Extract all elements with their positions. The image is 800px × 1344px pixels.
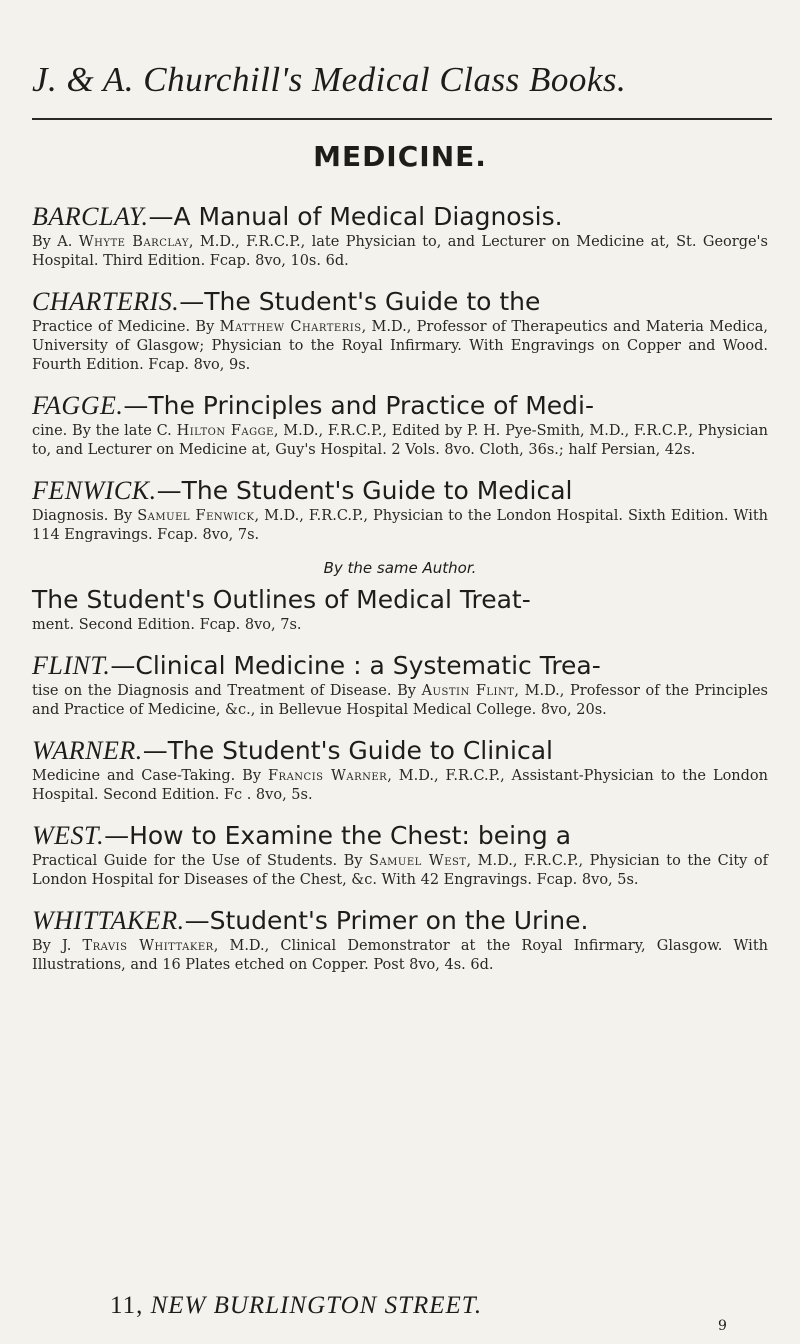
entry-title: —The Student's Guide to Medical <box>156 476 573 505</box>
entry-title-line <box>32 649 768 682</box>
entry-text: , M.D., F.R.C.P., Edited by P. H. Pye-Smith, M.D., F.R.C.P., Physician to, and Lecturer on Medicine at, Guy's Hospital. 2 Vols. 8vo. Cloth, 36s.; half Persian, 42s. <box>32 423 768 458</box>
entry-text: Medicine and Case-Taking. By <box>32 768 268 784</box>
publisher-address <box>110 1292 750 1320</box>
entry-text: tise on the Diagnosis and Treatment of Disease. By <box>32 683 422 699</box>
entry-author: BARCLAY. <box>32 202 149 231</box>
book-entry <box>32 474 768 545</box>
entry-text: ment. Second Edition. Fcap. 8vo, 7s. <box>32 617 302 633</box>
entry-description <box>32 937 768 975</box>
entry-description <box>32 507 768 545</box>
entry-text: , M.D., F.R.C.P., Physician to the London Hospital. Sixth Edition. With 114 Engravings. Fcap. 8vo, 7s. <box>32 508 768 543</box>
entry-title-line <box>32 819 768 852</box>
book-entry <box>32 904 768 975</box>
entry-author: WEST. <box>32 821 105 850</box>
entry-author-name: Samuel West <box>369 853 467 869</box>
entry-title: —Student's Primer on the Urine. <box>184 906 589 935</box>
entry-text: cine. By the late C. <box>32 423 177 439</box>
entry-description <box>32 682 768 720</box>
entry-author: WHITTAKER. <box>32 906 185 935</box>
entry-author-name: Samuel Fenwick <box>137 508 255 524</box>
entry-description <box>32 233 768 271</box>
book-entry <box>32 285 768 375</box>
entry-author-name: Hilton Fagge <box>176 423 274 439</box>
book-entry <box>32 200 768 271</box>
section-title: MEDICINE. <box>313 140 487 173</box>
entry-author: FENWICK. <box>32 476 157 505</box>
entry-description <box>32 422 768 460</box>
entry-title-line <box>32 285 768 318</box>
entry-text: By J. <box>32 938 83 954</box>
entry-author-name: Whyte Barclay <box>78 234 189 250</box>
entry-text: , M.D., Clinical Demonstrator at the Royal Infirmary, Glasgow. With Illustrations, and 16 Plates etched on Copper. Post 8vo, 4s. 6d. <box>32 938 768 973</box>
street-name: NEW BURLINGTON STREET. <box>150 1292 483 1319</box>
entry-title: —The Student's Guide to the <box>179 287 541 316</box>
entry-author: WARNER. <box>32 736 143 765</box>
entry-title: —The Student's Guide to Clinical <box>142 736 553 765</box>
entry-description <box>32 616 768 635</box>
entry-text: , M.D., F.R.C.P., late Physician to, and Lecturer on Medicine at, St. George's Hospital. Third Edition. Fcap. 8vo, 10s. 6d. <box>32 234 768 269</box>
entry-author: CHARTERIS. <box>32 287 180 316</box>
page-number: 9 <box>718 1318 727 1334</box>
entry-title-line <box>32 904 768 937</box>
entry-title-line <box>32 200 768 233</box>
book-entry <box>32 819 768 890</box>
entry-author-name: Matthew Charteris <box>219 319 362 335</box>
entry-title: —How to Examine the Chest: being a <box>104 821 572 850</box>
book-entries <box>32 200 768 989</box>
header-rule <box>32 118 772 120</box>
entry-author-name: Francis Warner <box>268 768 388 784</box>
entry-author: FLINT. <box>32 651 111 680</box>
entry-description <box>32 767 768 805</box>
book-entry <box>32 649 768 720</box>
entry-title: —A Manual of Medical Diagnosis. <box>148 202 563 231</box>
entry-text: , M.D., Professor of Therapeutics and Materia Medica, University of Glasgow; Physician to the Royal Infirmary. With Engravings on Copper and Wood. Fourth Edition. Fcap. 8vo, 9s. <box>32 319 768 373</box>
book-entry <box>32 734 768 805</box>
entry-text: , M.D., F.R.C.P., Physician to the City of London Hospital for Diseases of the Chest, &c. With 42 Engravings. Fcap. 8vo, 5s. <box>32 853 768 888</box>
entry-text: Practical Guide for the Use of Students. By <box>32 853 370 869</box>
entry-title-line <box>32 389 768 422</box>
entry-author: FAGGE. <box>32 391 124 420</box>
entry-author-name: Travis Whittaker <box>82 938 214 954</box>
entry-title-line <box>32 583 768 616</box>
entry-title: —Clinical Medicine : a Systematic Trea- <box>110 651 601 680</box>
entry-text: , M.D., F.R.C.P., Assistant-Physician to the London Hospital. Second Edition. Fc . 8vo, 5s. <box>32 768 769 803</box>
street-number: 11, <box>110 1292 144 1319</box>
book-entry <box>32 559 768 635</box>
entry-description <box>32 852 768 890</box>
entry-text: , M.D., Professor of the Principles and Practice of Medicine, &c., in Bellevue Hospital Medical College. 8vo, 20s. <box>32 683 768 718</box>
entry-subhead: By the same Author. <box>323 559 477 577</box>
entry-title: —The Principles and Practice of Medi- <box>123 391 594 420</box>
entry-title-line <box>32 734 768 767</box>
entry-author-name: Austin Flint <box>421 683 515 699</box>
book-entry <box>32 389 768 460</box>
entry-text: By A. <box>32 234 79 250</box>
entry-description <box>32 318 768 375</box>
entry-text: Practice of Medicine. By <box>32 319 220 335</box>
running-header: J. & A. Churchill's Medical Class Books. <box>32 60 627 99</box>
entry-text: Diagnosis. By <box>32 508 138 524</box>
entry-title: The Student's Outlines of Medical Treat- <box>32 585 531 614</box>
entry-title-line <box>32 474 768 507</box>
